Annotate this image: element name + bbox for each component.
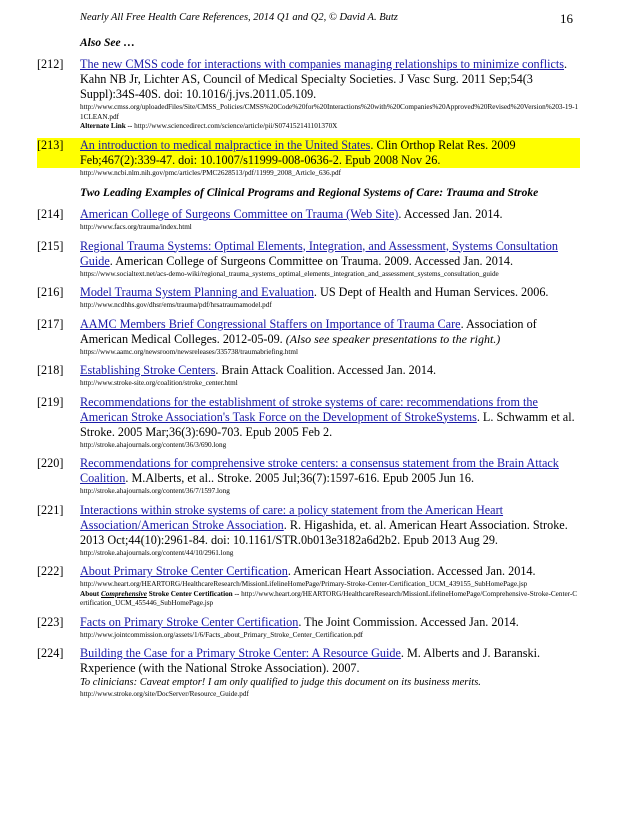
reference-213 [0, 138, 580, 179]
reference-220 [0, 456, 580, 497]
reference-number: [214] [37, 207, 64, 221]
reference-url[interactable]: http://www.heart.org/HEARTORG/HealthcareResearch/MissionLifelineHomePage/Primary-Stroke-Center-Certification_UCM_439155_SubHomePage.jsp [80, 580, 528, 588]
reference-details: . M.Alberts, et al.. Stroke. 2005 Jul;36(7):1597-616. Epub 2005 Jun 16. [125, 471, 475, 485]
reference-details: . US Dept of Health and Human Services. 2006. [313, 285, 549, 299]
reference-link[interactable]: Recommendations for the establishment of stroke systems of care: recommendations from the American Stroke Association's Task Force on the Development of StrokeSystems [80, 394, 538, 424]
running-header: Nearly All Free Health Care References, 2014 Q1 and Q2, © David A. Butz [80, 12, 398, 23]
reference-url[interactable]: http://www.cmss.org/uploadedFiles/Site/CMSS_Policies/CMSS%20Code%20for%20Interactions%20with%20Companies%20Approved%20Revised%20Version%203-19-11CLEAN.pdf [80, 103, 579, 121]
reference-details: . The Joint Commission. Accessed Jan. 2014. [298, 614, 519, 629]
reference-223 [0, 615, 580, 641]
reference-details: . Accessed Jan. 2014. [398, 207, 503, 221]
reference-214 [0, 207, 580, 233]
reference-number: [222] [37, 564, 64, 578]
reference-221 [0, 503, 580, 559]
reference-number: [223] [37, 614, 64, 629]
reference-citation [80, 503, 580, 548]
reference-link[interactable]: An introduction to medical malpractice in the United States [80, 137, 371, 152]
alternate-link[interactable] [80, 122, 580, 132]
reference-link[interactable]: Regional Trauma Systems: Optimal Elements, Integration, and Assessment, Systems Consultation Guide [80, 238, 558, 268]
reference-number: [213] [37, 137, 64, 152]
reference-url[interactable]: http://www.stroke.org/site/DocServer/Resource_Guide.pdf [80, 690, 249, 698]
reference-note: (Also see speaker presentations to the right.) [285, 331, 501, 346]
reference-url[interactable]: http://stroke.ahajournals.org/content/36/3/690.long [80, 440, 227, 449]
reference-url[interactable]: http://stroke.ahajournals.org/content/36/7/1597.long [80, 487, 230, 495]
alternate-link-label: Alternate Link -- [80, 122, 133, 130]
reference-link[interactable]: Establishing Stroke Centers [80, 363, 216, 377]
reference-details: . Kahn NB Jr, Lichter AS, Council of Medical Specialty Societies. J Vasc Surg. 2011 Sep;54(3 Suppl):34S-40S. doi: 10.1016/j.jvs.2011.05.109. [80, 57, 568, 101]
reference-url[interactable]: https://www.aamc.org/newsroom/newsreleases/335738/traumabriefing.html [80, 347, 298, 356]
reference-link[interactable]: American College of Surgeons Committee on Trauma (Web Site) [80, 207, 399, 221]
reference-link[interactable]: Facts on Primary Stroke Center Certification [80, 614, 299, 629]
reference-link[interactable]: AAMC Members Brief Congressional Staffers on Importance of Trauma Care [80, 316, 461, 331]
reference-218 [0, 363, 580, 389]
reference-note: To clinicians: Caveat emptor! I am only qualified to judge this document on its business merits. [80, 677, 481, 688]
page-number: 16 [560, 11, 573, 26]
reference-link[interactable]: The new CMSS code for interactions with companies managing relationships to minimize conflicts [80, 57, 565, 71]
reference-number: [224] [37, 646, 64, 660]
reference-url[interactable]: https://www.socialtext.net/acs-demo-wiki/regional_trauma_systems_optimal_elements_integration_and_assessment_systems_consultation_guide [80, 269, 499, 278]
reference-url[interactable]: http://stroke.ahajournals.org/content/44/10/2961.long [80, 548, 234, 557]
reference-link-separator: / [137, 517, 141, 532]
reference-citation [80, 456, 580, 486]
reference-219 [0, 395, 580, 451]
section-heading-trauma-stroke: Two Leading Examples of Clinical Programs and Regional Systems of Care: Trauma and Stroke [80, 187, 539, 199]
about-label-em: Comprehensive [100, 589, 147, 598]
reference-link[interactable]: Recommendations for comprehensive stroke centers: a consensus statement from the Brain Attack Coalition [80, 456, 559, 485]
references-list [0, 36, 638, 700]
reference-citation [80, 57, 580, 102]
reference-number: [217] [37, 316, 64, 331]
reference-citation [80, 395, 580, 440]
reference-citation [80, 239, 580, 269]
reference-citation [37, 138, 580, 168]
reference-link[interactable]: Building the Case for a Primary Stroke Center: A Resource Guide [80, 646, 401, 660]
reference-217 [0, 317, 580, 358]
reference-url[interactable]: http://www.ncdhhs.gov/dhsr/ems/trauma/pdf/hrsatraumamodel.pdf [80, 301, 272, 309]
reference-details: . Clin Orthop Relat Res. 2009 Feb;467(2):339-47. doi: 10.1007/s11999-008-0636-2. Epub 2008 Nov 26. [80, 137, 516, 167]
reference-details: . R. Higashida, et. al. American Heart Association. Stroke. 2013 Oct;44(10):2961-84. doi: 10.1161/STR.0b013e3182a6d2b2. Epub 2013 Aug 29. [80, 517, 568, 547]
reference-216 [0, 285, 580, 311]
reference-number: [215] [37, 238, 64, 253]
reference-citation [80, 317, 580, 347]
reference-number: [219] [37, 394, 64, 409]
about-label-pre: About [80, 589, 101, 598]
reference-212 [0, 57, 580, 132]
reference-citation [80, 363, 580, 378]
section-heading-also-see: Also See … [80, 37, 135, 49]
alternate-link-url[interactable]: http://www.sciencedirect.com/science/article/pii/S074152141101370X [132, 122, 338, 130]
reference-details: . Brain Attack Coalition. Accessed Jan. 2014. [215, 363, 437, 377]
about-url[interactable]: http://www.heart.org/HEARTORG/HealthcareResearch/MissionLifelineHomePage/Comprehensive-Stroke-Center-Certification_UCM_455446_SubHomePage.jsp [80, 589, 578, 607]
reference-details: . American College of Surgeons Committee on Trauma. 2009. Accessed Jan. 2014. [109, 253, 514, 268]
reference-details: . L. Schwamm et al. Stroke. 2005 Mar;36(3):690-703. Epub 2005 Feb 2. [80, 409, 575, 439]
reference-224 [0, 646, 580, 700]
reference-url[interactable]: http://www.jointcommission.org/assets/1/6/Facts_about_Primary_Stroke_Center_Certification.pdf [80, 630, 364, 639]
reference-link[interactable]: About Primary Stroke Center Certification [80, 564, 288, 578]
reference-link[interactable]: Model Trauma System Planning and Evaluation [80, 285, 314, 299]
reference-number: [220] [37, 456, 64, 470]
reference-details: . American Heart Association. Accessed Jan. 2014. [287, 564, 536, 578]
reference-url[interactable]: http://www.stroke-site.org/coalition/stroke_center.html [80, 379, 238, 387]
reference-link[interactable]: Interactions within stroke systems of care: a policy statement from the American Heart Association [80, 502, 504, 532]
reference-number: [218] [37, 363, 64, 377]
reference-citation [80, 646, 580, 676]
reference-link-secondary[interactable]: American Stroke Association [140, 517, 284, 532]
reference-222 [0, 564, 580, 609]
reference-number: [216] [37, 285, 64, 299]
reference-215 [0, 239, 580, 280]
reference-number: [212] [37, 57, 64, 71]
about-label-post: Stroke Center Certification -- [146, 589, 240, 598]
reference-citation [80, 615, 580, 630]
reference-number: [221] [37, 502, 64, 517]
reference-details: . M. Alberts and J. Baranski. Rxperience (with the National Stroke Association). 2007. [80, 646, 541, 675]
reference-details: . Association of American Medical Colleges. 2012-05-09. [80, 316, 537, 346]
reference-url[interactable]: http://www.facs.org/trauma/index.html [80, 223, 192, 231]
reference-citation [80, 564, 580, 579]
reference-citation [80, 285, 580, 300]
reference-citation [80, 207, 580, 222]
reference-url[interactable]: http://www.ncbi.nlm.nih.gov/pmc/articles/PMC2628513/pdf/11999_2008_Article_636.pdf [80, 168, 341, 177]
comprehensive-certification-link[interactable] [80, 590, 580, 609]
